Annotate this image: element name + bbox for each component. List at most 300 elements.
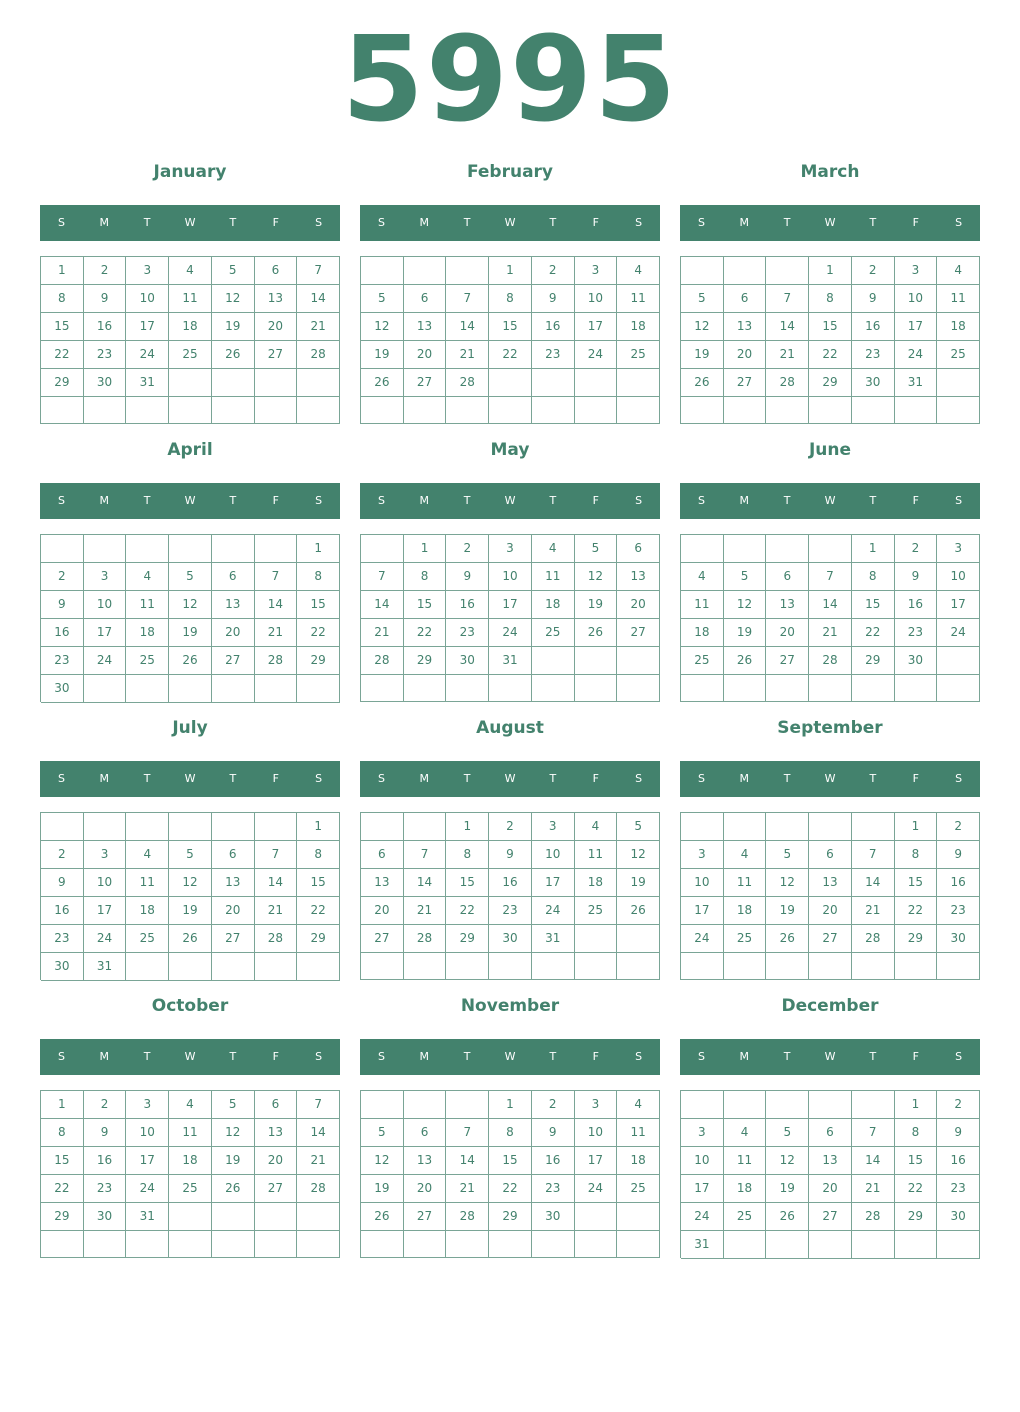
empty-day-cell xyxy=(41,535,84,563)
empty-day-cell xyxy=(575,953,618,980)
weekday-label: T xyxy=(143,494,151,507)
month-name: August xyxy=(476,718,544,738)
day-cell: 22 xyxy=(489,1175,532,1203)
weekday-label: M xyxy=(739,216,750,229)
day-cell: 13 xyxy=(255,285,298,313)
day-cell: 19 xyxy=(361,1175,404,1203)
day-cell: 28 xyxy=(255,925,298,953)
day-cell: 30 xyxy=(532,1203,575,1231)
empty-day-cell xyxy=(724,675,767,702)
day-cell: 3 xyxy=(895,257,938,285)
day-cell: 4 xyxy=(169,257,212,285)
day-cell: 7 xyxy=(404,841,447,869)
day-cell: 30 xyxy=(937,1203,980,1231)
day-cell: 26 xyxy=(169,925,212,953)
day-cell: 13 xyxy=(212,869,255,897)
day-cell: 30 xyxy=(84,1203,127,1231)
day-cell: 10 xyxy=(126,1119,169,1147)
weekday-label: M xyxy=(99,216,110,229)
day-cell: 25 xyxy=(681,647,724,675)
day-cell: 3 xyxy=(84,841,127,869)
day-cell: 7 xyxy=(297,257,340,285)
empty-day-cell xyxy=(532,1231,575,1258)
day-cell: 6 xyxy=(404,285,447,313)
day-cell: 17 xyxy=(937,591,980,619)
day-cell: 8 xyxy=(297,563,340,591)
day-cell: 24 xyxy=(84,925,127,953)
day-cell: 22 xyxy=(41,1175,84,1203)
day-cell: 21 xyxy=(852,897,895,925)
weekday-label: S xyxy=(315,772,323,785)
day-cell: 22 xyxy=(297,897,340,925)
empty-day-cell xyxy=(532,369,575,397)
day-cell: 6 xyxy=(617,535,660,563)
day-cell: 3 xyxy=(937,535,980,563)
day-cell: 28 xyxy=(852,925,895,953)
day-cell: 31 xyxy=(681,1231,724,1259)
weekday-label: F xyxy=(592,216,599,229)
day-cell: 16 xyxy=(532,1147,575,1175)
empty-day-cell xyxy=(169,675,212,703)
day-cell: 2 xyxy=(84,1091,127,1119)
day-cell: 19 xyxy=(766,897,809,925)
day-cell: 13 xyxy=(617,563,660,591)
empty-day-cell xyxy=(852,1091,895,1119)
empty-day-cell xyxy=(766,397,809,424)
day-cell: 11 xyxy=(617,1119,660,1147)
day-cell: 12 xyxy=(575,563,618,591)
day-cell: 16 xyxy=(41,619,84,647)
empty-day-cell xyxy=(255,675,298,703)
day-grid xyxy=(680,812,980,980)
day-cell: 7 xyxy=(361,563,404,591)
day-cell: 24 xyxy=(681,1203,724,1231)
day-cell: 6 xyxy=(212,841,255,869)
day-cell: 13 xyxy=(404,313,447,341)
day-cell: 24 xyxy=(532,897,575,925)
day-cell: 28 xyxy=(404,925,447,953)
day-cell: 19 xyxy=(169,897,212,925)
day-cell: 5 xyxy=(212,1091,255,1119)
day-cell: 2 xyxy=(937,813,980,841)
weekday-label: W xyxy=(824,216,836,229)
day-cell: 4 xyxy=(724,1119,767,1147)
weekday-label: S xyxy=(57,772,65,785)
day-cell: 31 xyxy=(489,647,532,675)
empty-day-cell xyxy=(126,1231,169,1258)
empty-day-cell xyxy=(84,535,127,563)
day-cell: 13 xyxy=(809,1147,852,1175)
month-name: September xyxy=(777,718,883,738)
month-name: November xyxy=(460,996,560,1016)
day-cell: 10 xyxy=(937,563,980,591)
day-cell: 23 xyxy=(852,341,895,369)
weekday-label: S xyxy=(315,494,323,507)
day-cell: 13 xyxy=(212,591,255,619)
day-cell: 24 xyxy=(126,1175,169,1203)
day-cell: 23 xyxy=(84,341,127,369)
day-cell: 27 xyxy=(212,925,255,953)
weekday-label: S xyxy=(697,1050,705,1063)
empty-day-cell xyxy=(255,535,298,563)
day-cell: 9 xyxy=(532,285,575,313)
day-cell: 1 xyxy=(489,1091,532,1119)
weekday-label: F xyxy=(912,772,919,785)
day-cell: 6 xyxy=(361,841,404,869)
empty-day-cell xyxy=(895,1231,938,1259)
day-cell: 5 xyxy=(169,563,212,591)
day-cell: 23 xyxy=(41,647,84,675)
day-cell: 7 xyxy=(255,841,298,869)
day-cell: 19 xyxy=(212,1147,255,1175)
weekday-label: S xyxy=(697,772,705,785)
day-cell: 18 xyxy=(532,591,575,619)
empty-day-cell xyxy=(404,953,447,980)
month-name: December xyxy=(781,996,879,1016)
day-cell: 21 xyxy=(361,619,404,647)
weekday-label: M xyxy=(419,772,430,785)
day-cell: 11 xyxy=(617,285,660,313)
day-cell: 6 xyxy=(809,841,852,869)
day-cell: 15 xyxy=(895,869,938,897)
empty-day-cell xyxy=(297,1231,340,1258)
empty-day-cell xyxy=(446,1231,489,1258)
weekday-label: F xyxy=(272,1050,279,1063)
day-cell: 11 xyxy=(937,285,980,313)
day-cell: 9 xyxy=(84,1119,127,1147)
empty-day-cell xyxy=(532,953,575,980)
day-cell: 12 xyxy=(212,285,255,313)
day-cell: 23 xyxy=(937,897,980,925)
empty-day-cell xyxy=(41,1231,84,1258)
empty-day-cell xyxy=(852,397,895,424)
day-cell: 30 xyxy=(446,647,489,675)
empty-day-cell xyxy=(297,675,340,703)
day-cell: 31 xyxy=(84,953,127,981)
empty-day-cell xyxy=(404,813,447,841)
empty-day-cell xyxy=(724,397,767,424)
weekday-label: S xyxy=(57,494,65,507)
empty-day-cell xyxy=(404,1091,447,1119)
day-cell: 14 xyxy=(297,285,340,313)
day-cell: 8 xyxy=(895,841,938,869)
day-cell: 19 xyxy=(766,1175,809,1203)
weekday-label: W xyxy=(504,216,516,229)
day-cell: 4 xyxy=(617,1091,660,1119)
month-name: July xyxy=(172,718,208,738)
day-cell: 6 xyxy=(724,285,767,313)
empty-day-cell xyxy=(937,1231,980,1259)
day-cell: 30 xyxy=(937,925,980,953)
day-cell: 4 xyxy=(617,257,660,285)
empty-day-cell xyxy=(169,397,212,424)
day-cell: 21 xyxy=(446,341,489,369)
weekday-header xyxy=(40,1039,340,1075)
day-cell: 28 xyxy=(446,1203,489,1231)
day-cell: 13 xyxy=(255,1119,298,1147)
day-cell: 9 xyxy=(532,1119,575,1147)
day-cell: 16 xyxy=(446,591,489,619)
day-cell: 22 xyxy=(489,341,532,369)
empty-day-cell xyxy=(84,813,127,841)
day-cell: 22 xyxy=(446,897,489,925)
empty-day-cell xyxy=(575,675,618,702)
day-cell: 1 xyxy=(895,813,938,841)
day-cell: 2 xyxy=(41,841,84,869)
empty-day-cell xyxy=(895,397,938,424)
day-cell: 21 xyxy=(255,619,298,647)
empty-day-cell xyxy=(852,953,895,980)
day-cell: 30 xyxy=(489,925,532,953)
day-cell: 28 xyxy=(297,1175,340,1203)
day-cell: 2 xyxy=(489,813,532,841)
day-cell: 18 xyxy=(126,619,169,647)
day-cell: 29 xyxy=(297,647,340,675)
weekday-label: T xyxy=(783,772,791,785)
empty-day-cell xyxy=(212,953,255,981)
day-cell: 21 xyxy=(297,313,340,341)
day-cell: 2 xyxy=(532,1091,575,1119)
weekday-label: F xyxy=(272,216,279,229)
empty-day-cell xyxy=(724,1091,767,1119)
empty-day-cell xyxy=(681,1091,724,1119)
day-cell: 5 xyxy=(575,535,618,563)
day-cell: 14 xyxy=(361,591,404,619)
day-cell: 26 xyxy=(766,925,809,953)
day-cell: 12 xyxy=(724,591,767,619)
day-cell: 20 xyxy=(809,1175,852,1203)
empty-day-cell xyxy=(126,535,169,563)
day-cell: 29 xyxy=(489,1203,532,1231)
empty-day-cell xyxy=(937,675,980,702)
day-cell: 29 xyxy=(895,925,938,953)
weekday-label: T xyxy=(229,216,237,229)
empty-day-cell xyxy=(169,953,212,981)
empty-day-cell xyxy=(766,675,809,702)
day-cell: 23 xyxy=(489,897,532,925)
day-cell: 27 xyxy=(809,1203,852,1231)
empty-day-cell xyxy=(724,813,767,841)
empty-day-cell xyxy=(852,1231,895,1259)
day-grid xyxy=(360,256,660,424)
weekday-label: S xyxy=(635,494,643,507)
day-cell: 5 xyxy=(724,563,767,591)
empty-day-cell xyxy=(404,675,447,702)
day-cell: 2 xyxy=(446,535,489,563)
empty-day-cell xyxy=(212,1231,255,1258)
day-cell: 1 xyxy=(446,813,489,841)
empty-day-cell xyxy=(169,1231,212,1258)
weekday-label: T xyxy=(229,1050,237,1063)
day-grid xyxy=(680,1090,980,1258)
day-cell: 14 xyxy=(255,869,298,897)
day-cell: 5 xyxy=(169,841,212,869)
weekday-header xyxy=(680,205,980,241)
day-cell: 22 xyxy=(404,619,447,647)
day-cell: 6 xyxy=(404,1119,447,1147)
empty-day-cell xyxy=(84,675,127,703)
day-cell: 14 xyxy=(852,1147,895,1175)
day-cell: 28 xyxy=(852,1203,895,1231)
day-cell: 11 xyxy=(126,869,169,897)
day-cell: 19 xyxy=(617,869,660,897)
day-cell: 22 xyxy=(297,619,340,647)
day-cell: 13 xyxy=(361,869,404,897)
empty-day-cell xyxy=(489,675,532,702)
day-cell: 22 xyxy=(895,897,938,925)
weekday-label: T xyxy=(783,1050,791,1063)
day-cell: 27 xyxy=(404,1203,447,1231)
day-cell: 21 xyxy=(809,619,852,647)
weekday-label: M xyxy=(739,494,750,507)
day-cell: 20 xyxy=(361,897,404,925)
empty-day-cell xyxy=(255,369,298,397)
day-cell: 15 xyxy=(297,591,340,619)
empty-day-cell xyxy=(126,953,169,981)
empty-day-cell xyxy=(212,397,255,424)
day-cell: 20 xyxy=(617,591,660,619)
day-cell: 25 xyxy=(575,897,618,925)
day-cell: 9 xyxy=(84,285,127,313)
weekday-header xyxy=(360,483,660,519)
day-cell: 25 xyxy=(724,1203,767,1231)
day-cell: 9 xyxy=(41,591,84,619)
day-cell: 28 xyxy=(361,647,404,675)
empty-day-cell xyxy=(681,535,724,563)
day-cell: 29 xyxy=(404,647,447,675)
day-cell: 10 xyxy=(84,869,127,897)
weekday-label: S xyxy=(57,216,65,229)
day-cell: 4 xyxy=(937,257,980,285)
day-cell: 27 xyxy=(809,925,852,953)
day-cell: 17 xyxy=(895,313,938,341)
weekday-label: S xyxy=(57,1050,65,1063)
day-cell: 8 xyxy=(852,563,895,591)
weekday-label: T xyxy=(229,494,237,507)
weekday-label: F xyxy=(592,772,599,785)
empty-day-cell xyxy=(766,535,809,563)
day-cell: 24 xyxy=(895,341,938,369)
weekday-label: S xyxy=(635,216,643,229)
day-grid xyxy=(40,256,340,424)
day-cell: 30 xyxy=(895,647,938,675)
day-cell: 5 xyxy=(617,813,660,841)
weekday-label: T xyxy=(549,1050,557,1063)
day-grid xyxy=(40,1090,340,1258)
day-grid xyxy=(360,1090,660,1258)
weekday-label: W xyxy=(184,1050,196,1063)
empty-day-cell xyxy=(809,675,852,702)
empty-day-cell xyxy=(169,1203,212,1231)
day-cell: 3 xyxy=(681,841,724,869)
day-cell: 25 xyxy=(532,619,575,647)
day-cell: 16 xyxy=(489,869,532,897)
day-cell: 17 xyxy=(126,313,169,341)
day-cell: 7 xyxy=(809,563,852,591)
weekday-label: W xyxy=(824,494,836,507)
day-cell: 15 xyxy=(404,591,447,619)
day-cell: 17 xyxy=(84,897,127,925)
day-cell: 31 xyxy=(126,1203,169,1231)
day-cell: 25 xyxy=(169,341,212,369)
empty-day-cell xyxy=(724,257,767,285)
weekday-label: T xyxy=(869,1050,877,1063)
day-cell: 14 xyxy=(297,1119,340,1147)
day-cell: 21 xyxy=(852,1175,895,1203)
day-cell: 4 xyxy=(169,1091,212,1119)
day-cell: 17 xyxy=(126,1147,169,1175)
empty-day-cell xyxy=(446,1091,489,1119)
empty-day-cell xyxy=(532,675,575,702)
day-cell: 2 xyxy=(532,257,575,285)
weekday-header xyxy=(360,205,660,241)
weekday-label: M xyxy=(419,494,430,507)
day-cell: 1 xyxy=(41,1091,84,1119)
day-cell: 12 xyxy=(169,869,212,897)
day-cell: 8 xyxy=(895,1119,938,1147)
empty-day-cell xyxy=(766,813,809,841)
day-cell: 21 xyxy=(255,897,298,925)
day-cell: 23 xyxy=(895,619,938,647)
day-cell: 25 xyxy=(126,647,169,675)
day-cell: 12 xyxy=(617,841,660,869)
day-cell: 7 xyxy=(297,1091,340,1119)
day-cell: 1 xyxy=(404,535,447,563)
empty-day-cell xyxy=(446,397,489,424)
day-cell: 19 xyxy=(169,619,212,647)
weekday-label: T xyxy=(783,216,791,229)
day-cell: 1 xyxy=(297,535,340,563)
weekday-label: S xyxy=(315,1050,323,1063)
day-cell: 15 xyxy=(446,869,489,897)
empty-day-cell xyxy=(297,1203,340,1231)
day-cell: 9 xyxy=(852,285,895,313)
day-cell: 11 xyxy=(724,869,767,897)
day-cell: 26 xyxy=(169,647,212,675)
day-cell: 22 xyxy=(895,1175,938,1203)
day-grid xyxy=(360,812,660,980)
empty-day-cell xyxy=(809,1091,852,1119)
empty-day-cell xyxy=(169,535,212,563)
weekday-header xyxy=(360,761,660,797)
empty-day-cell xyxy=(724,953,767,980)
empty-day-cell xyxy=(84,1231,127,1258)
month-name: June xyxy=(808,440,852,460)
empty-day-cell xyxy=(126,397,169,424)
day-cell: 7 xyxy=(766,285,809,313)
day-cell: 14 xyxy=(446,313,489,341)
day-cell: 24 xyxy=(937,619,980,647)
day-cell: 26 xyxy=(361,369,404,397)
day-cell: 3 xyxy=(126,1091,169,1119)
empty-day-cell xyxy=(361,1231,404,1258)
day-cell: 22 xyxy=(809,341,852,369)
weekday-label: W xyxy=(824,1050,836,1063)
empty-day-cell xyxy=(361,813,404,841)
day-cell: 27 xyxy=(255,1175,298,1203)
empty-day-cell xyxy=(617,1203,660,1231)
weekday-label: T xyxy=(869,494,877,507)
weekday-label: W xyxy=(184,772,196,785)
weekday-label: W xyxy=(504,494,516,507)
day-cell: 22 xyxy=(41,341,84,369)
day-cell: 15 xyxy=(297,869,340,897)
empty-day-cell xyxy=(212,535,255,563)
day-cell: 5 xyxy=(681,285,724,313)
day-cell: 17 xyxy=(84,619,127,647)
weekday-label: S xyxy=(955,1050,963,1063)
day-cell: 24 xyxy=(126,341,169,369)
